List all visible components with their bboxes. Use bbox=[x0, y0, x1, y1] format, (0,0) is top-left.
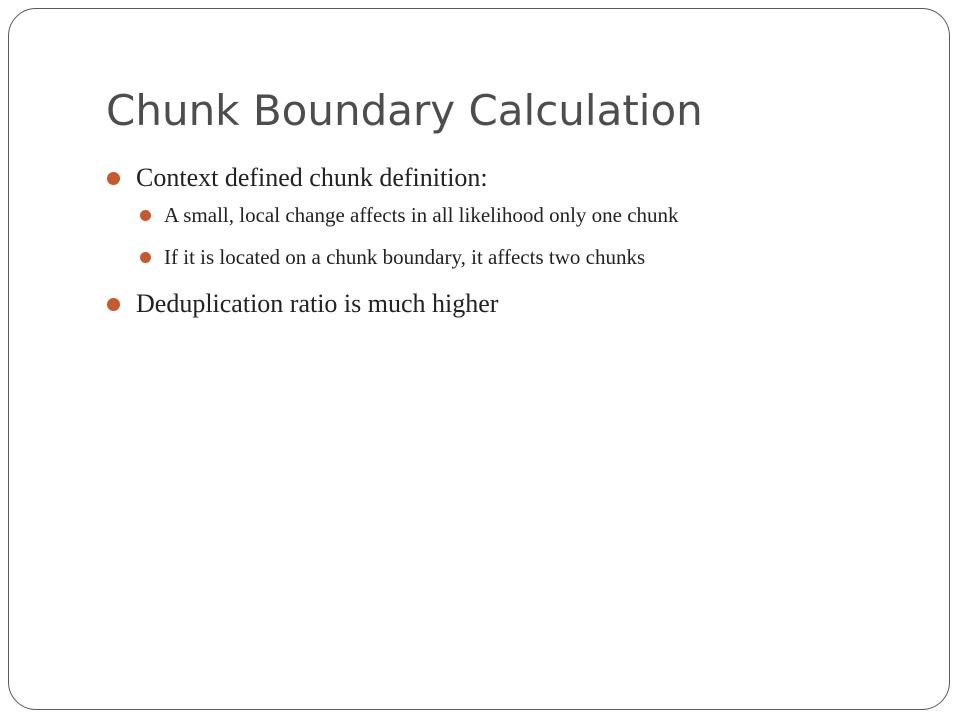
slide-title: Chunk Boundary Calculation bbox=[106, 86, 703, 135]
sub-bullet-dot-icon bbox=[140, 252, 151, 263]
bullet-text: Deduplication ratio is much higher bbox=[136, 289, 499, 318]
bullet-text: Context defined chunk definition: bbox=[136, 163, 488, 192]
sub-bullet-text: A small, local change affects in all likelihood only one chunk bbox=[164, 203, 679, 227]
sub-bullet-item bbox=[106, 242, 906, 272]
sub-bullet-dot-icon bbox=[140, 210, 151, 221]
bullet-item bbox=[106, 160, 906, 196]
sub-bullet-item bbox=[106, 200, 906, 230]
bullet-list bbox=[106, 160, 906, 322]
bullet-dot-icon bbox=[107, 298, 120, 311]
bullet-dot-icon bbox=[107, 172, 120, 185]
sub-bullet-text: If it is located on a chunk boundary, it affects two chunks bbox=[164, 245, 646, 269]
bullet-item bbox=[106, 286, 906, 322]
